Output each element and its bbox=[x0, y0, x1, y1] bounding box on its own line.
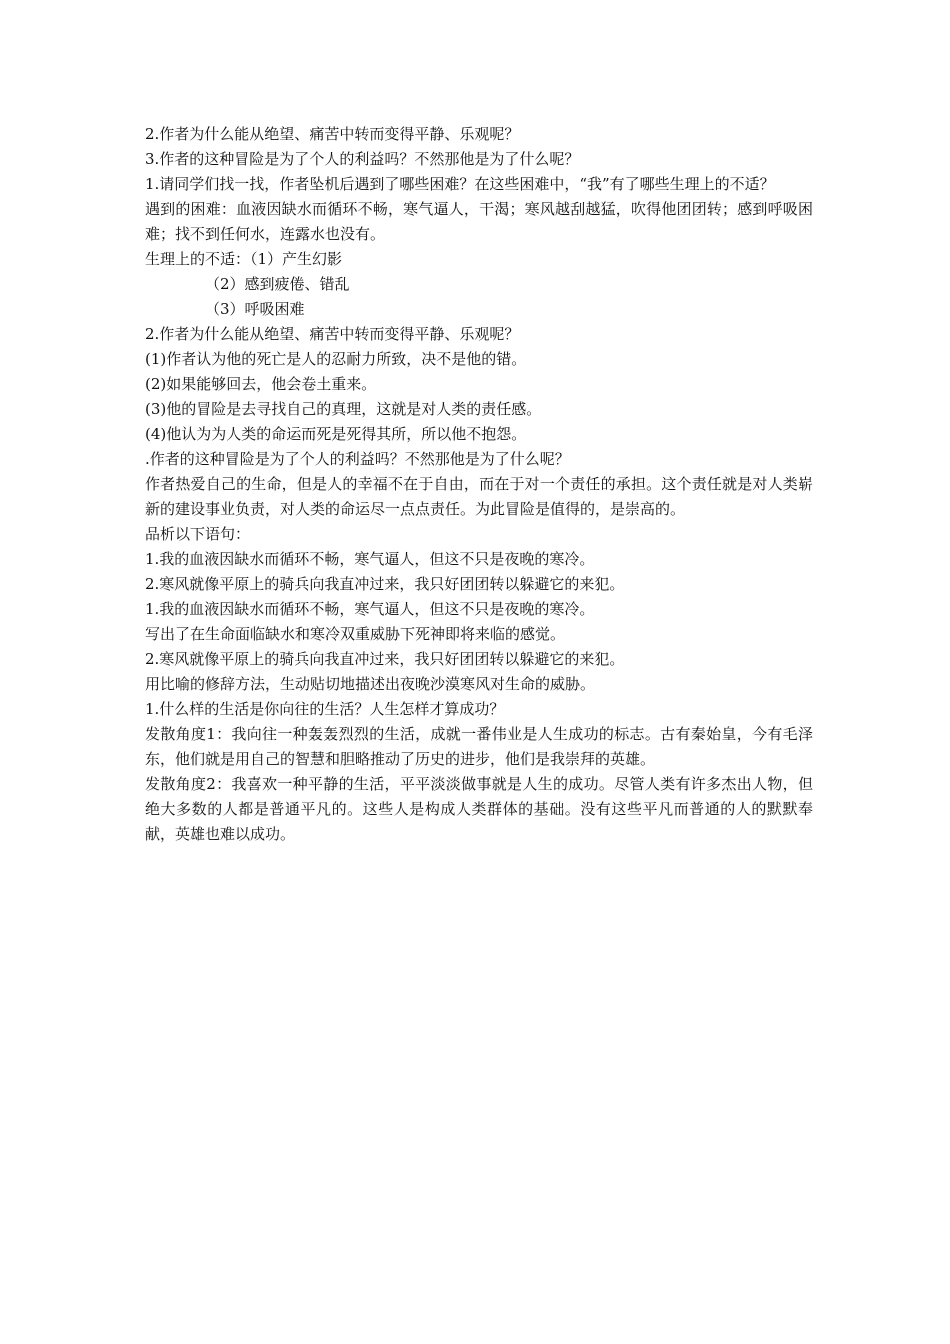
question-line: .作者的这种冒险是为了个人的利益吗？不然那他是为了什么呢？ bbox=[145, 450, 570, 468]
question-line: 2.作者为什么能从绝望、痛苦中转而变得平静、乐观呢？ bbox=[145, 125, 520, 143]
answer-list-item: (2)如果能够回去，他会卷土重来。 bbox=[145, 375, 377, 393]
section-heading: 品析以下语句： bbox=[145, 525, 251, 543]
question-line: 3.作者的这种冒险是为了个人的利益吗？不然那他是为了什么呢？ bbox=[145, 150, 580, 168]
question-line: 2.作者为什么能从绝望、痛苦中转而变得平静、乐观呢？ bbox=[145, 325, 520, 343]
sentence-line: 1.我的血液因缺水而循环不畅，寒气逼人，但这不只是夜晚的寒冷。 bbox=[145, 550, 595, 568]
answer-paragraph: 发散角度2：我喜欢一种平静的生活，平平淡淡做事就是人生的成功。尽管人类有许多杰出人物，但绝大多数的人都是普通平凡的。这些人是构成人类群体的基础。没有这些平凡而普通的人的默默奉献，英雄也难以成功。 bbox=[145, 775, 813, 843]
sentence-line: 2.寒风就像平原上的骑兵向我直冲过来，我只好团团转以躲避它的来犯。 bbox=[145, 650, 625, 668]
answer-list-item: (1)作者认为他的死亡是人的忍耐力所致，决不是他的错。 bbox=[145, 350, 527, 368]
question-line: 1.请同学们找一找，作者坠机后遇到了哪些困难？在这些困难中，“我”有了哪些生理上的不适？ bbox=[145, 175, 775, 193]
analysis-line: 用比喻的修辞方法，生动贴切地描述出夜晚沙漠寒风对生命的威胁。 bbox=[145, 675, 596, 693]
sentence-line: 1.我的血液因缺水而循环不畅，寒气逼人，但这不只是夜晚的寒冷。 bbox=[145, 600, 595, 618]
answer-line: 生理上的不适：（1）产生幻影 bbox=[145, 250, 343, 268]
answer-paragraph: 遇到的困难：血液因缺水而循环不畅，寒气逼人，干渴；寒风越刮越猛，吹得他团团转；感到呼吸困难；找不到任何水，连露水也没有。 bbox=[145, 200, 813, 243]
answer-list-item: (4)他认为为人类的命运而死是死得其所，所以他不抱怨。 bbox=[145, 425, 527, 443]
answer-list-item: （3）呼吸困难 bbox=[205, 300, 305, 318]
document-body bbox=[145, 122, 813, 847]
question-line: 1.什么样的生活是你向往的生活？人生怎样才算成功？ bbox=[145, 700, 505, 718]
sentence-line: 2.寒风就像平原上的骑兵向我直冲过来，我只好团团转以躲避它的来犯。 bbox=[145, 575, 625, 593]
answer-list-item: （2）感到疲倦、错乱 bbox=[205, 275, 350, 293]
answer-paragraph: 发散角度1：我向往一种轰轰烈烈的生活，成就一番伟业是人生成功的标志。古有秦始皇，今有毛泽东，他们就是用自己的智慧和胆略推动了历史的进步，他们是我崇拜的英雄。 bbox=[145, 725, 813, 768]
analysis-line: 写出了在生命面临缺水和寒冷双重威胁下死神即将来临的感觉。 bbox=[145, 625, 566, 643]
answer-list-item: (3)他的冒险是去寻找自己的真理，这就是对人类的责任感。 bbox=[145, 400, 542, 418]
answer-paragraph: 作者热爱自己的生命，但是人的幸福不在于自由，而在于对一个责任的承担。这个责任就是对人类崭新的建设事业负责，对人类的命运尽一点点责任。为此冒险是值得的，是崇高的。 bbox=[145, 475, 813, 518]
